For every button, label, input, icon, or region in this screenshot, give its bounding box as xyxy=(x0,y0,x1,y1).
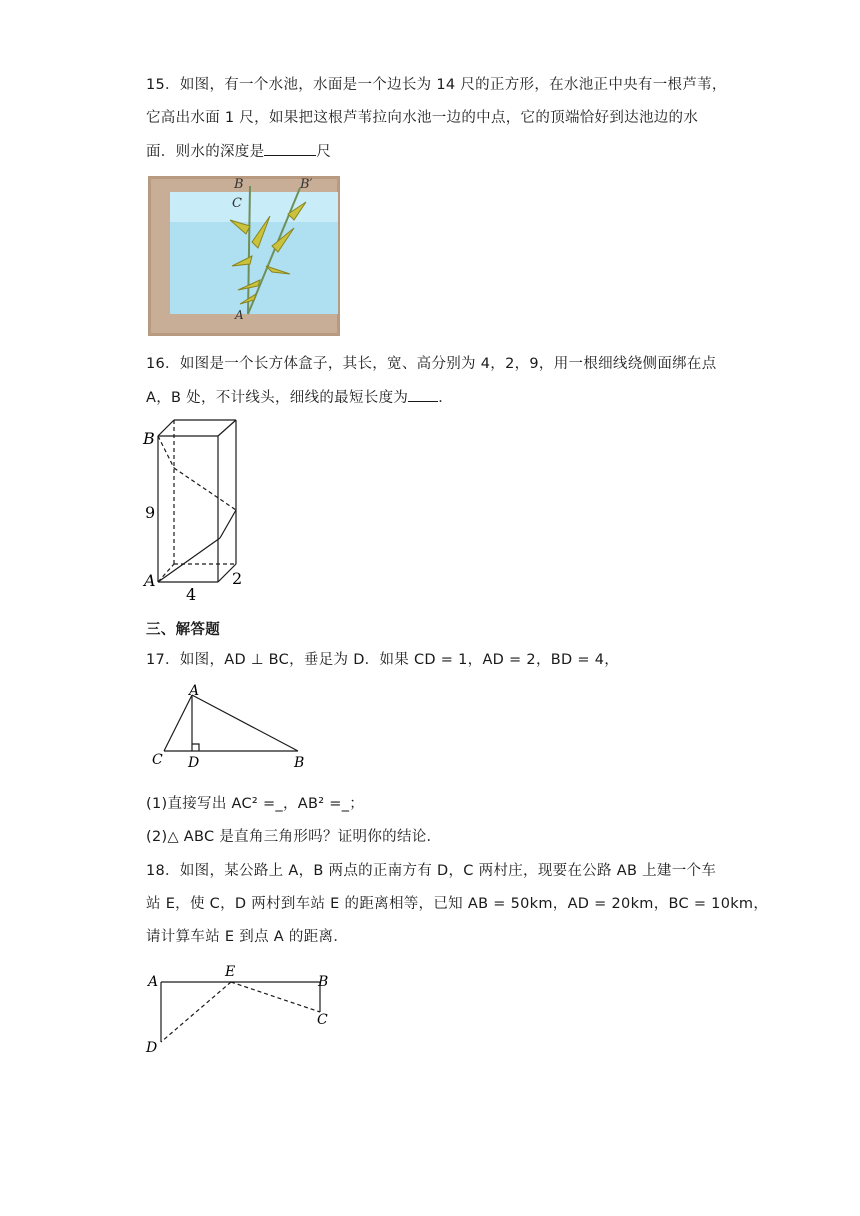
q15-answer-blank[interactable] xyxy=(264,141,316,156)
q17-label-b: B xyxy=(294,755,305,771)
box-edge xyxy=(158,420,174,436)
q17-label-d: D xyxy=(188,755,200,771)
box-edge xyxy=(218,420,236,436)
q16-box-figure xyxy=(140,418,260,604)
string-hidden xyxy=(174,468,236,510)
q15-line-1: 15．如图，有一个水池，水面是一个边长为 14 尺的正方形，在水池正中央有一根芦苇， xyxy=(146,77,727,93)
q15-label-a: A xyxy=(235,308,244,322)
q18-label-a: A xyxy=(148,974,159,990)
q15-label-b: B xyxy=(234,177,244,192)
string-visible xyxy=(220,510,236,538)
right-angle-mark xyxy=(192,744,199,751)
q18-label-c: C xyxy=(317,1012,328,1028)
string-hidden xyxy=(158,436,174,468)
q15-unit: 尺 xyxy=(316,144,332,160)
q17-part-1: (1)直接写出 AC² =_，AB² =_； xyxy=(146,796,365,812)
q15-label-c: C xyxy=(232,196,242,211)
string-visible xyxy=(158,538,220,582)
q17-part-2: (2)△ ABC 是直角三角形吗？证明你的结论． xyxy=(146,829,442,845)
q15-line-3 xyxy=(146,141,331,162)
segment-ac xyxy=(164,695,192,751)
q17-label-c: C xyxy=(152,752,163,768)
q16-period: ． xyxy=(438,390,453,406)
q16-answer-blank[interactable] xyxy=(408,387,438,402)
q15-line-3-text: 面．则水的深度是 xyxy=(146,144,265,160)
q16-line-2-text: A，B 处，不计线头，细线的最短长度为 xyxy=(146,390,409,406)
q16-label-nine: 9 xyxy=(145,503,156,522)
segment-ab xyxy=(192,695,298,751)
segment-ed xyxy=(161,982,231,1042)
q17-line-1: 17．如图，AD ⊥ BC，垂足为 D．如果 CD = 1，AD = 2，BD = 4， xyxy=(146,652,620,668)
q16-label-b: B xyxy=(143,429,155,448)
q18-line-1: 18．如图，某公路上 A，B 两点的正南方有 D，C 两村庄，现要在公路 AB 上建一个车 xyxy=(146,863,717,879)
q18-line-2: 站 E，使 C，D 两村到车站 E 的距离相等，已知 AB = 50km，AD = 20km，BC = 10km， xyxy=(146,896,769,912)
q17-label-a: A xyxy=(189,683,200,699)
q18-line-3: 请计算车站 E 到点 A 的距离． xyxy=(146,929,349,945)
segment-ec xyxy=(231,982,320,1012)
q18-label-b: B xyxy=(318,974,329,990)
q16-line-2 xyxy=(146,387,453,408)
q16-line-1: 16．如图是一个长方体盒子，其长，宽、高分别为 4，2，9，用一根细线绕侧面绑在点 xyxy=(146,356,717,372)
q16-label-four: 4 xyxy=(186,585,197,604)
q16-label-two: 2 xyxy=(232,569,243,588)
q18-road-figure xyxy=(144,962,340,1056)
q18-label-e: E xyxy=(225,964,236,980)
water-surface-light xyxy=(170,192,338,222)
q15-pond-figure xyxy=(148,176,340,336)
q16-label-a: A xyxy=(144,571,156,590)
section-heading: 三、解答题 xyxy=(146,622,220,638)
q17-triangle-figure xyxy=(148,680,318,772)
q15-label-b-prime: B′ xyxy=(300,177,313,192)
q18-label-d: D xyxy=(146,1040,158,1056)
q15-line-2: 它高出水面 1 尺，如果把这根芦苇拉向水池一边的中点，它的顶端恰好到达池边的水 xyxy=(146,110,699,126)
